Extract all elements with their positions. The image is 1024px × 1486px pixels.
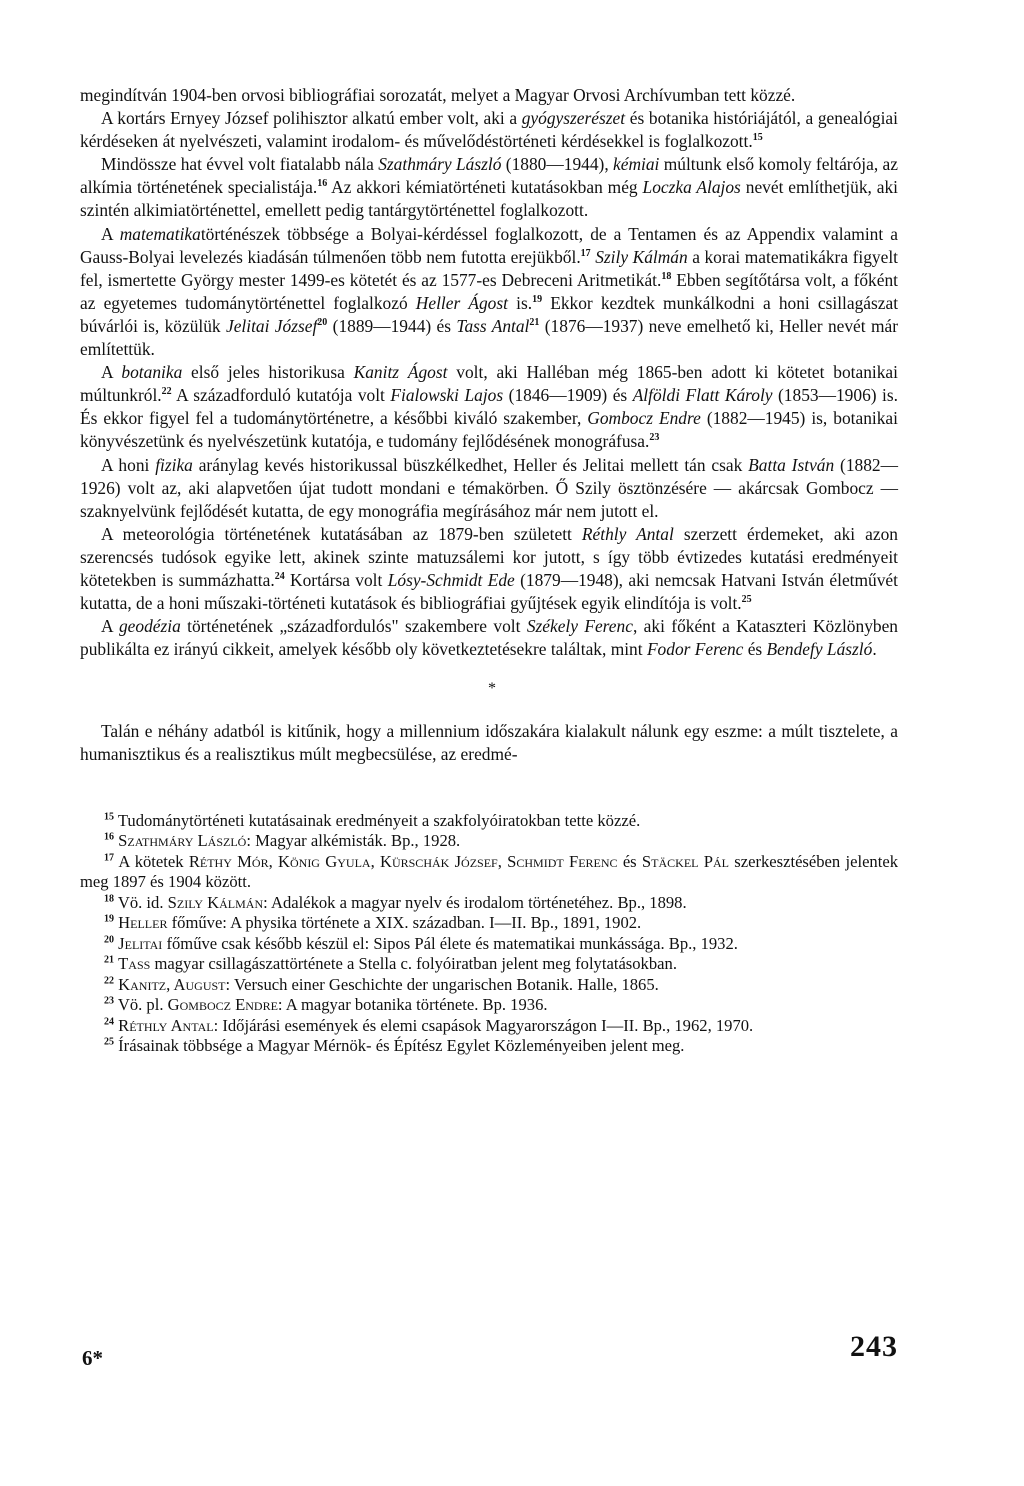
page-content <box>80 84 898 1057</box>
footnote-19: $^{19}$ Heller főműve: A physika története a XIX. században. I—II. Bp., 1891, 1902. <box>104 913 642 933</box>
section-separator: * <box>488 680 496 698</box>
footnote-16: $^{16}$ Szathmáry László: Magyar alkémisták. Bp., 1928. <box>104 831 461 851</box>
footnote-ref: 19 <box>532 294 543 306</box>
footnote-ref: 15 <box>752 132 763 144</box>
footnote-ref: 21 <box>529 317 540 329</box>
footnote-21: $^{21}$ Tass magyar csillagászattörténete a Stella c. folyóiratban jelent meg folytatásokban. <box>104 954 677 974</box>
paragraph-geodezia: A geodézia történetének „századfordulós" szakembere volt Székely Ferenc, aki főként a Kataszteri Közlönyben publikálta ez irányú cikkeit, amelyek később oly következtetésekre találtak, mint Fodor Ferenc és Bendefy László. <box>80 616 898 660</box>
printer-signature: 6* <box>82 1346 103 1370</box>
footnote-15: $^{15}$ Tudománytörténeti kutatásainak eredményeit a szakfolyóiratokban tette közzé. <box>104 810 641 830</box>
footnote-ref: 24 <box>274 571 285 583</box>
paragraph-ernyey: A kortárs Ernyey József polihisztor alkatú ember volt, aki a gyógyszerészet és botanika históriájától, a genealógiai kérdéseken át nyelvészeti, valamint irodalom- és művelődéstörténeti kérdésekkel is foglalkozott.$^{15}$ <box>80 108 898 152</box>
page-number: 243 <box>850 1330 898 1363</box>
footnote-ref: 25 <box>741 594 752 606</box>
footnote-18: $^{18}$ Vö. id. Szily Kálmán: Adalékok a magyar nyelv és irodalom történetéhez. Bp., 1898. <box>104 892 687 912</box>
footnote-ref: 22 <box>161 386 172 398</box>
body-text <box>80 84 898 767</box>
footnote-22: $^{22}$ Kanitz, August: Versuch einer Geschichte der ungarischen Botanik. Halle, 1865. <box>104 974 659 994</box>
paragraph-closing: Talán e néhány adatból is kitűnik, hogy a millennium időszakára kialakult nálunk egy eszme: a múlt tisztelete, a humanisztikus és a realisztikus múlt megbecsülése, az eredmé- <box>80 721 898 765</box>
footnote-ref: 20 <box>317 317 328 329</box>
paragraph-matematika: A matematikatörténészek többsége a Bolyai-kérdéssel foglalkozott, de a Tentamen és az Appendix valamint a Gauss-Bolyai levelezés kiadásán túlmenően több nem futotta erejükből.$^{17}$ Szily Kálmán a korai matematikákra figyelt fel, ismertette György mester 1499-es kötetét és az 1577-es Debreceni Aritmetikát.$^{18}$ Ebben segítőtársa volt, a főként az egyetemes tudománytörténettel foglalkozó Heller Ágost is.$^{19}$ Ekkor kezdtek munkálkodni a honi csillagászat búvárlói is, közülük Jelitai József$^{20}$ (1889—1944) és Tass Antal$^{21}$ (1876—1937) neve emelhető ki, Heller nevét már említettük. <box>80 223 899 360</box>
footnote-25: $^{25}$ Írásainak többsége a Magyar Mérnök- és Építész Egylet Közleményeiben jelent meg. <box>104 1036 685 1056</box>
paragraph-szathmary: Mindössze hat évvel volt fiatalabb nála Szathmáry László (1880—1944), kémiai múltunk első komoly feltárója, az alkímia történetének specialistája.$^{16}$ Az akkori kémiatörténeti kutatásokban még Loczka Alajos nevét említhetjük, aki szintén alkimiatörténettel, emellett pedig tantárgytörténettel foglalkozott. <box>80 154 899 221</box>
footnote-20: $^{20}$ Jelitai főműve csak később készül el: Sipos Pál élete és matematikai munkássága. Bp., 1932. <box>104 933 738 953</box>
footnote-ref: 17 <box>580 247 591 259</box>
paragraph-botanika: A botanika első jeles historikusa Kanitz Ágost volt, aki Halléban még 1865-ben adott ki kötetet botanikai múltunkról.$^{22}$ A századforduló kutatója volt Fialowski Lajos (1846—1909) és Alföldi Flatt Károly (1853—1906) is. És ekkor figyel fel a tudománytörténetre, a későbbi kiváló szakember, Gombocz Endre (1882—1945) is, botanikai könyvészetünk és nyelvészetünk kutatója, e tudomány fejlődésének monográfusa.$^{23}$ <box>80 362 898 452</box>
footnote-ref: 18 <box>661 270 672 282</box>
page-footer <box>80 1330 898 1370</box>
footnote-ref: 23 <box>649 432 660 444</box>
paragraph-fizika: A honi fizika aránylag kevés historikussal büszkélkedhet, Heller és Jelitai mellett tán csak Batta István (1882—1926) volt az, aki alapvetően újat tudott mondani e témakörben. Ő Szily ösztönzésére — akárcsak Gombocz — szaknyelvünk fejlődését kutatta, de egy monográfia megírásához már nem jutott el. <box>80 454 898 521</box>
paragraph-meteorologia: A meteorológia történetének kutatásában az 1879-ben született Réthly Antal szerzett érdemeket, aki azon szerencsés tudósok egyike lett, akinek szinte matuzsálemi kor jutott, s így több évtizedes kutatási eredményeit kötetekben is summázhatta.$^{24}$ Kortársa volt Lósy-Schmidt Ede (1879—1948), aki nemcsak Hatvani István életművét kutatta, de a honi műszaki-történeti kutatások és bibliográfiai gyűjtések egyik elindítója is volt.$^{25}$ <box>80 523 898 614</box>
footnote-ref: 16 <box>317 178 328 190</box>
paragraph-continuation: megindítván 1904-ben orvosi bibliográfiai sorozatát, melyet a Magyar Orvosi Archívumban tett közzé. <box>80 85 796 105</box>
footnote-23: $^{23}$ Vö. pl. Gombocz Endre: A magyar botanika története. Bp. 1936. <box>104 995 548 1015</box>
footnotes <box>80 811 898 1057</box>
footnote-24: $^{24}$ Réthly Antal: Időjárási események és elemi csapások Magyarországon I—II. Bp., 1962, 1970. <box>104 1015 754 1035</box>
footnote-17: $^{17}$ A kötetek Réthy Mór, König Gyula, Kürschák József, Schmidt Ferenc és Stäckel Pál szerkesztésében jelentek meg 1897 és 1904 között. <box>80 851 899 892</box>
